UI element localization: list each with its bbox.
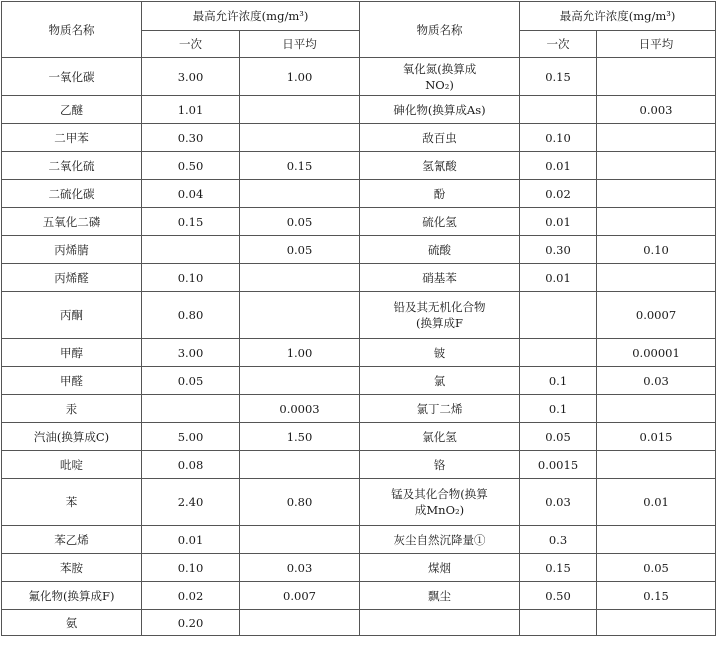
once-value: 0.15: [520, 58, 597, 96]
substance-name: 氯化氢: [360, 423, 520, 451]
table-row: [2, 58, 716, 96]
substance-name: 铍: [360, 339, 520, 367]
daily-value: [240, 96, 360, 124]
once-value: 0.50: [520, 582, 597, 610]
daily-value: 0.03: [240, 554, 360, 582]
once-value: 0.02: [520, 180, 597, 208]
substance-name: 敌百虫: [360, 124, 520, 152]
once-value: 0.05: [520, 423, 597, 451]
daily-value: 0.03: [597, 367, 716, 395]
once-value: 0.30: [520, 236, 597, 264]
table-row: [2, 451, 716, 479]
once-value: 3.00: [142, 58, 240, 96]
substance-name: 二硫化碳: [2, 180, 142, 208]
header-daily-left: 日平均: [240, 31, 360, 58]
once-value: 0.01: [142, 526, 240, 554]
substance-name: 汞: [2, 395, 142, 423]
once-value: 2.40: [142, 479, 240, 526]
substance-name-line2: NO₂): [425, 77, 454, 92]
table-row: [2, 423, 716, 451]
header-row-1: [2, 2, 716, 31]
substance-name-line2: (换算成F: [416, 316, 463, 330]
substance-name: 砷化物(换算成As): [360, 96, 520, 124]
substance-name: 氯丁二烯: [360, 395, 520, 423]
daily-value: [597, 264, 716, 292]
once-value: 0.01: [520, 264, 597, 292]
once-value: 0.30: [142, 124, 240, 152]
substance-name: 一氧化碳: [2, 58, 142, 96]
once-value: 0.02: [142, 582, 240, 610]
header-daily-right: 日平均: [597, 31, 716, 58]
once-value: 0.10: [142, 554, 240, 582]
substance-name: 铬: [360, 451, 520, 479]
substance-name: 丙烯腈: [2, 236, 142, 264]
substance-name: 甲醛: [2, 367, 142, 395]
once-value: 0.3: [520, 526, 597, 554]
once-value: 0.50: [142, 152, 240, 180]
once-value: [520, 292, 597, 339]
daily-value: [597, 124, 716, 152]
once-value: [142, 236, 240, 264]
daily-value: [240, 451, 360, 479]
table-row: [2, 264, 716, 292]
substance-name: [360, 58, 520, 96]
substance-name-line2: 成MnO₂): [414, 503, 465, 517]
daily-value: 0.05: [597, 554, 716, 582]
substance-name: 氟化物(换算成F): [2, 582, 142, 610]
substance-name: 苯乙烯: [2, 526, 142, 554]
once-value: 0.03: [520, 479, 597, 526]
header-once-left: 一次: [142, 31, 240, 58]
once-value: 0.01: [520, 152, 597, 180]
once-value: 1.01: [142, 96, 240, 124]
once-value: 0.08: [142, 451, 240, 479]
once-value: 3.00: [142, 339, 240, 367]
table-row: [2, 180, 716, 208]
daily-value: 0.0007: [597, 292, 716, 339]
substance-name: 酚: [360, 180, 520, 208]
substance-name: [360, 292, 520, 339]
daily-value: [597, 610, 716, 636]
concentration-table: [1, 1, 716, 636]
once-value: 0.80: [142, 292, 240, 339]
substance-name: 二氧化硫: [2, 152, 142, 180]
once-value: 0.04: [142, 180, 240, 208]
once-value: 0.10: [520, 124, 597, 152]
substance-name: 硫酸: [360, 236, 520, 264]
daily-value: 0.10: [597, 236, 716, 264]
substance-name: 灰尘自然沉降量①: [360, 526, 520, 554]
daily-value: 0.05: [240, 236, 360, 264]
header-once-right: 一次: [520, 31, 597, 58]
daily-value: 1.00: [240, 58, 360, 96]
substance-name: [360, 610, 520, 636]
daily-value: [240, 367, 360, 395]
daily-value: [240, 292, 360, 339]
table-row: [2, 367, 716, 395]
once-value: 0.10: [142, 264, 240, 292]
daily-value: [597, 180, 716, 208]
substance-name: 乙醚: [2, 96, 142, 124]
once-value: 0.1: [520, 367, 597, 395]
table-row: [2, 395, 716, 423]
daily-value: [240, 526, 360, 554]
daily-value: [240, 180, 360, 208]
daily-value: 0.015: [597, 423, 716, 451]
substance-name: 氨: [2, 610, 142, 636]
table-row: [2, 152, 716, 180]
daily-value: 0.00001: [597, 339, 716, 367]
daily-value: [597, 451, 716, 479]
once-value: [520, 339, 597, 367]
daily-value: [597, 208, 716, 236]
once-value: 0.15: [142, 208, 240, 236]
once-value: [142, 395, 240, 423]
header-max-concentration-right: 最高允许浓度(mg/m³): [520, 2, 716, 31]
substance-name: 甲醇: [2, 339, 142, 367]
substance-name: 煤烟: [360, 554, 520, 582]
table-row: [2, 124, 716, 152]
substance-name: 氯: [360, 367, 520, 395]
daily-value: 0.15: [597, 582, 716, 610]
once-value: 0.01: [520, 208, 597, 236]
table-row: [2, 479, 716, 526]
daily-value: [240, 610, 360, 636]
substance-name: 苯: [2, 479, 142, 526]
daily-value: 1.00: [240, 339, 360, 367]
once-value: 5.00: [142, 423, 240, 451]
daily-value: 1.50: [240, 423, 360, 451]
substance-name-line1: 铅及其无机化合物: [393, 300, 486, 314]
daily-value: 0.15: [240, 152, 360, 180]
substance-name: 飘尘: [360, 582, 520, 610]
table-row: [2, 339, 716, 367]
table-row: [2, 526, 716, 554]
daily-value: 0.05: [240, 208, 360, 236]
substance-name: 丙烯醛: [2, 264, 142, 292]
substance-name: 硝基苯: [360, 264, 520, 292]
substance-name: 吡啶: [2, 451, 142, 479]
substance-name: 硫化氢: [360, 208, 520, 236]
table-row: [2, 610, 716, 636]
substance-name-line1: 氧化氮(换算成: [402, 61, 477, 76]
substance-name: 汽油(换算成C): [2, 423, 142, 451]
daily-value: [597, 395, 716, 423]
daily-value: [597, 152, 716, 180]
once-value: [520, 610, 597, 636]
once-value: [520, 96, 597, 124]
daily-value: [240, 264, 360, 292]
daily-value: 0.80: [240, 479, 360, 526]
daily-value: [240, 124, 360, 152]
daily-value: 0.007: [240, 582, 360, 610]
once-value: 0.0015: [520, 451, 597, 479]
daily-value: 0.0003: [240, 395, 360, 423]
once-value: 0.05: [142, 367, 240, 395]
daily-value: 0.003: [597, 96, 716, 124]
header-substance-name-left: 物质名称: [2, 2, 142, 58]
table-row: [2, 208, 716, 236]
table-row: [2, 582, 716, 610]
header-max-concentration-left: 最高允许浓度(mg/m³): [142, 2, 360, 31]
daily-value: [597, 526, 716, 554]
daily-value: 0.01: [597, 479, 716, 526]
substance-name: 丙酮: [2, 292, 142, 339]
substance-name: 苯胺: [2, 554, 142, 582]
once-value: 0.1: [520, 395, 597, 423]
table-row: [2, 292, 716, 339]
substance-name: 五氧化二磷: [2, 208, 142, 236]
table-row: [2, 554, 716, 582]
substance-name-line1: 锰及其化合物(换算: [391, 487, 488, 501]
substance-name: [360, 479, 520, 526]
table-row: [2, 96, 716, 124]
once-value: 0.15: [520, 554, 597, 582]
table-row: [2, 236, 716, 264]
header-substance-name-right: 物质名称: [360, 2, 520, 58]
once-value: 0.20: [142, 610, 240, 636]
substance-name: 氢氰酸: [360, 152, 520, 180]
daily-value: [597, 58, 716, 96]
substance-name: 二甲苯: [2, 124, 142, 152]
